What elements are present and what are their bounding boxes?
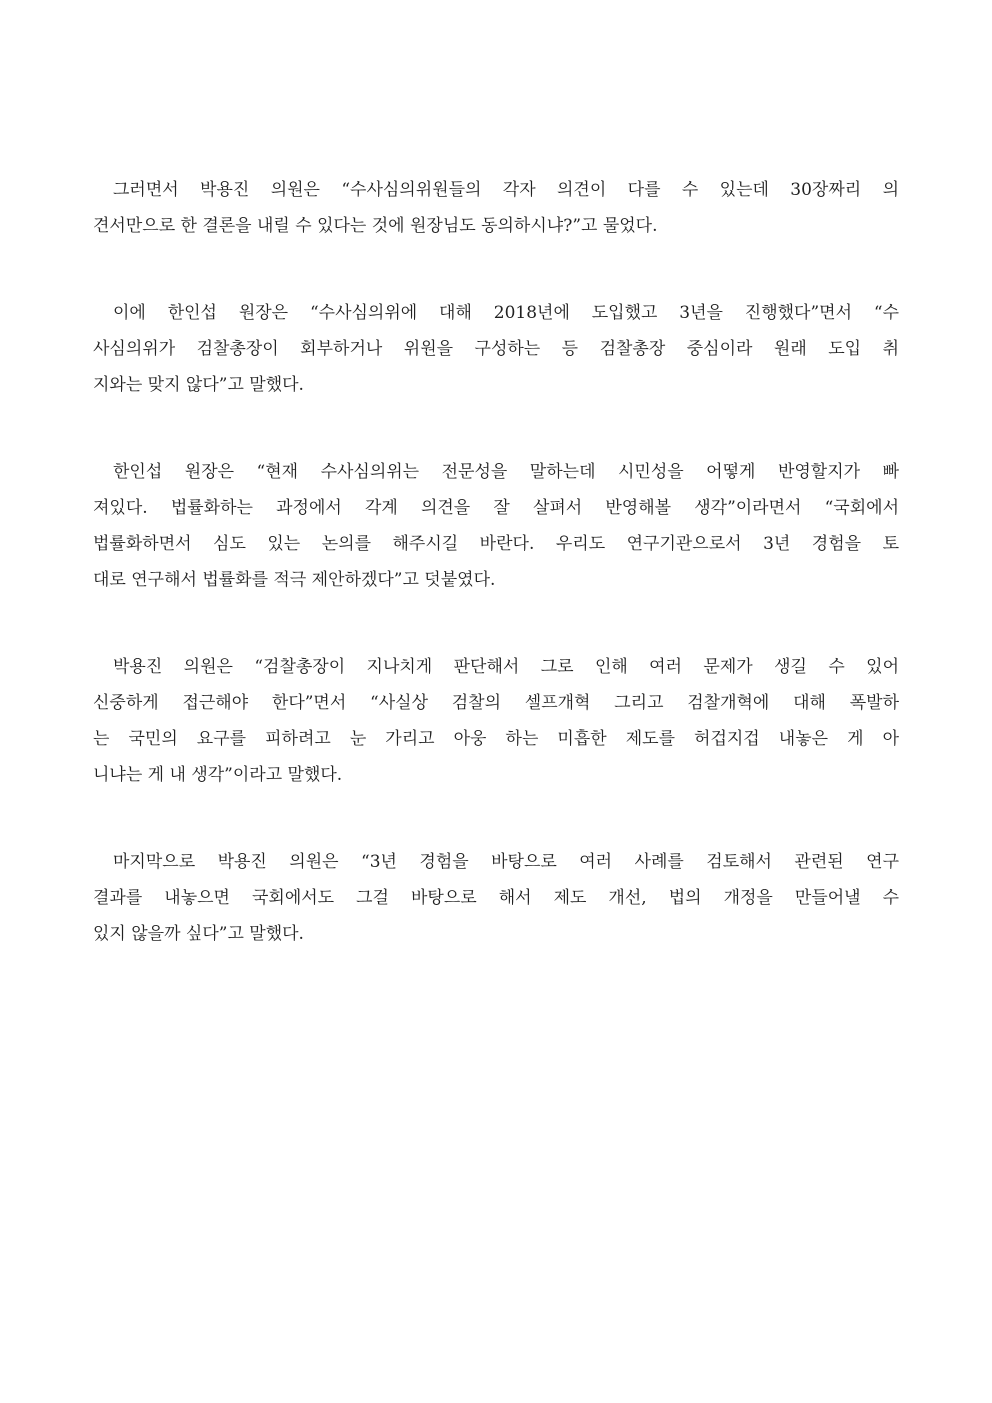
paragraph-line: 사심의위가 검찰총장이 회부하거나 위원을 구성하는 등 검찰총장 중심이라 원래 도입 취 bbox=[93, 339, 899, 359]
paragraph-line: 있지 않을까 싶다”고 말했다. bbox=[93, 924, 304, 944]
paragraph-line: 니냐는 게 내 생각”이라고 말했다. bbox=[93, 765, 343, 785]
paragraph-line: 법률화하면서 심도 있는 논의를 해주시길 바란다. 우리도 연구기관으로서 3년 경험을 토 bbox=[93, 534, 899, 554]
paragraph-line: 져있다. 법률화하는 과정에서 각계 의견을 잘 살펴서 반영해볼 생각”이라면서 “국회에서 bbox=[93, 498, 899, 518]
paragraph-line: 지와는 맞지 않다”고 말했다. bbox=[93, 375, 304, 395]
paragraph-line: 결과를 내놓으면 국회에서도 그걸 바탕으로 해서 제도 개선, 법의 개정을 만들어낼 수 bbox=[93, 888, 899, 908]
paragraph-4 bbox=[93, 649, 899, 793]
paragraph-line: 이에 한인섭 원장은 “수사심의위에 대해 2018년에 도입했고 3년을 진행했다”면서 “수 bbox=[113, 303, 899, 323]
paragraph-2 bbox=[93, 295, 899, 403]
paragraph-line: 견서만으로 한 결론을 내릴 수 있다는 것에 원장님도 동의하시냐?”고 물었다. bbox=[93, 216, 658, 236]
paragraph-5 bbox=[93, 844, 899, 952]
document-body bbox=[93, 172, 899, 1003]
paragraph-3 bbox=[93, 454, 899, 598]
paragraph-line: 한인섭 원장은 “현재 수사심의위는 전문성을 말하는데 시민성을 어떻게 반영할지가 빠 bbox=[113, 462, 899, 482]
paragraph-line: 그러면서 박용진 의원은 “수사심의위원들의 각자 의견이 다를 수 있는데 30장짜리 의 bbox=[113, 180, 899, 200]
paragraph-1 bbox=[93, 172, 899, 244]
paragraph-line: 는 국민의 요구를 피하려고 눈 가리고 아웅 하는 미흡한 제도를 허겁지겁 내놓은 게 아 bbox=[93, 729, 899, 749]
paragraph-line: 박용진 의원은 “검찰총장이 지나치게 판단해서 그로 인해 여러 문제가 생길 수 있어 bbox=[113, 657, 899, 677]
paragraph-line: 마지막으로 박용진 의원은 “3년 경험을 바탕으로 여러 사례를 검토해서 관련된 연구 bbox=[113, 852, 899, 872]
paragraph-line: 신중하게 접근해야 한다”면서 “사실상 검찰의 셀프개혁 그리고 검찰개혁에 대해 폭발하 bbox=[93, 693, 899, 713]
paragraph-line: 대로 연구해서 법률화를 적극 제안하겠다”고 덧붙였다. bbox=[93, 570, 496, 590]
